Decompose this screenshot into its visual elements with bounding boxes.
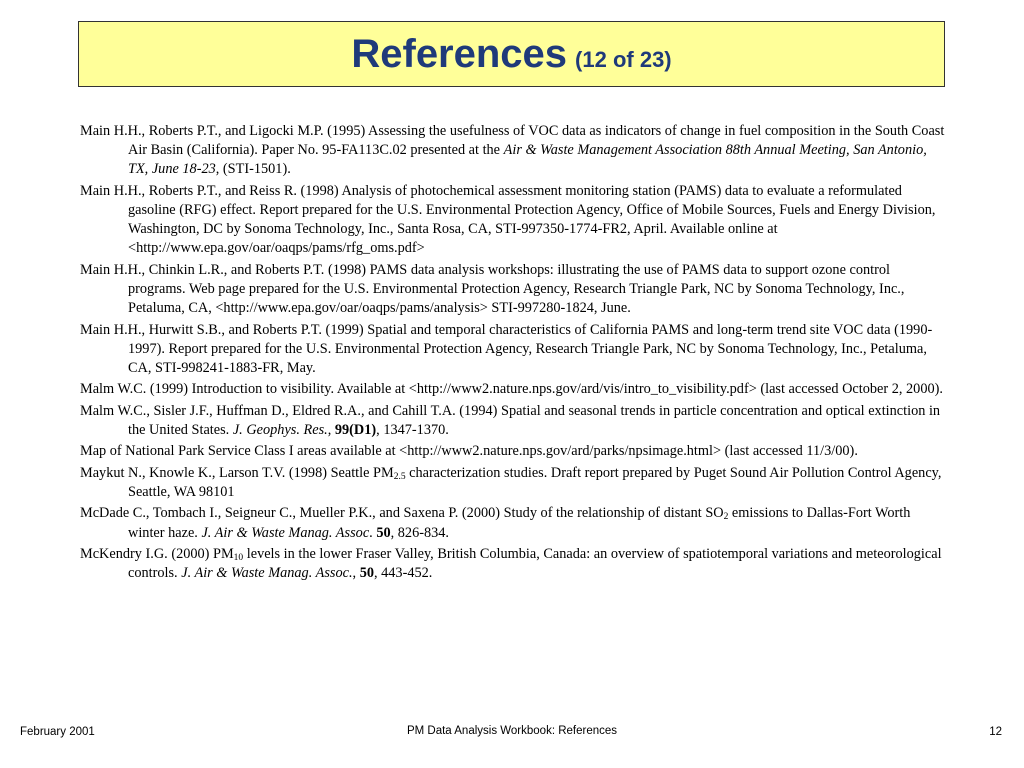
reference-entry (80, 504, 950, 542)
reference-text: characterization studies. Draft report prepared by Puget Sound Air Pollution Control Agency, Seattle, WA 98101 (128, 464, 942, 500)
reference-entry (80, 442, 950, 461)
reference-text: levels in the lower Fraser Valley, British Columbia, Canada: an overview of spatiotemporal variations and meteorological controls. (128, 545, 942, 582)
reference-text: emissions to Dallas-Fort Worth winter haze. (128, 505, 911, 541)
reference-entry (80, 321, 950, 379)
reference-text: J. Air & Waste Manag. Assoc (201, 524, 370, 541)
reference-text: 50 (376, 524, 391, 541)
slide-title (79, 32, 944, 85)
reference-entry (80, 182, 950, 259)
reference-text: McKendry I.G. (2000) PM (80, 545, 234, 562)
reference-text: Malm W.C. (1999) Introduction to visibility. Available at <http://www2.nature.nps.gov/ard/vis/intro_to_visibility.pdf> (last accessed October 2, 2000). (80, 381, 943, 398)
reference-text: , (352, 565, 360, 582)
page-number: 12 (989, 726, 1002, 738)
reference-list (80, 122, 950, 586)
reference-entry (80, 545, 950, 583)
title-text: References (351, 32, 568, 76)
reference-text: Maykut N., Knowle K., Larson T.V. (1998) Seattle PM (80, 464, 394, 481)
reference-text: , (327, 421, 335, 438)
reference-text: J. Air & Waste Manag. Assoc. (181, 565, 353, 582)
reference-text: McDade C., Tombach I., Seigneur C., Mueller P.K., and Saxena P. (2000) Study of the relationship of distant SO (80, 505, 724, 522)
reference-text: , 826-834. (390, 524, 449, 541)
reference-text: Main H.H., Chinkin L.R., and Roberts P.T. (1998) PAMS data analysis workshops: illustrating the use of PAMS data to support ozone control programs. Web page prepared for the U.S. Environmental Protection Agency, Research Triangle Park, NC by Sonoma Technology, Inc., Petaluma, CA, <http://www.epa.gov/oar/oaqps/pams/analysis> STI-997280-1824, June. (80, 261, 905, 317)
reference-text: , 443-452. (373, 565, 433, 582)
footer-title: PM Data Analysis Workbook: References (406, 725, 618, 737)
reference-text: J. Geophys. Res. (232, 421, 328, 438)
title-box (78, 21, 945, 87)
reference-text: 50 (359, 565, 374, 582)
reference-text: Main H.H., Roberts P.T., and Ligocki M.P. (1995) Assessing the usefulness of VOC data as indicators of change in fuel composition in the South Coast Air Basin (California). Paper No. 95-FA113C.02 presented at the (80, 123, 945, 159)
reference-text: 10 (233, 552, 244, 563)
reference-entry (80, 402, 950, 440)
reference-text: 2.5 (393, 471, 406, 482)
reference-text: , 1347-1370. (376, 421, 449, 438)
footer-date: February 2001 (20, 726, 95, 738)
reference-text: , (STI-1501). (215, 161, 291, 178)
title-page-count: (12 of 23) (575, 47, 672, 72)
reference-text: Air & Waste Management Association 88th Annual Meeting, San Antonio, TX, June 18-23 (128, 142, 927, 178)
reference-text: Main H.H., Hurwitt S.B., and Roberts P.T. (1999) Spatial and temporal characteristics of California PAMS and long-term trend site VOC data (1990-1997). Report prepared for the U.S. Environmental Protection Agency, Research Triangle Park, NC by Sonoma Technology, Inc., Petaluma, CA, STI-998241-1883-FR, May. (80, 321, 933, 376)
reference-text: 2 (723, 512, 729, 523)
reference-text: . (369, 524, 377, 541)
reference-entry (80, 380, 950, 399)
reference-text: Main H.H., Roberts P.T., and Reiss R. (1998) Analysis of photochemical assessment monitoring station (PAMS) data to evaluate a reformulated gasoline (RFG) effect. Report prepared for the U.S. Environmental Protection Agency, Office of Mobile Sources, Fuels and Energy Division, Washington, DC by Sonoma Technology, Inc., Santa Rosa, CA, STI-997350-1774-FR2, April. Available online at <http://www.epa.gov/oar/oaqps/pams/rfg_oms.pdf> (80, 182, 936, 257)
reference-entry (80, 122, 950, 180)
reference-text: 99(D1) (334, 421, 377, 438)
reference-text: Malm W.C., Sisler J.F., Huffman D., Eldred R.A., and Cahill T.A. (1994) Spatial and seasonal trends in particle concentration and optical extinction in the United States. (80, 402, 941, 438)
reference-entry (80, 261, 950, 319)
reference-entry (80, 464, 950, 502)
reference-text: Map of National Park Service Class I areas available at <http://www2.nature.nps.gov/ard/parks/npsimage.html> (last accessed 11/3/00). (80, 443, 858, 460)
